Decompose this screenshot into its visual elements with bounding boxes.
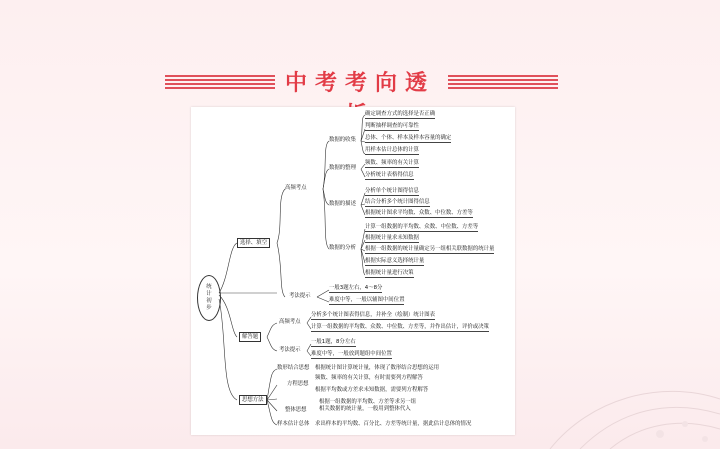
b1-tips-label: 考法提示 xyxy=(289,293,311,299)
method-1-desc: 根据统计图计算统计量，体现了数形结合思想的运用 xyxy=(315,365,439,371)
b2-tip-1: 一般1题，8分左右 xyxy=(311,339,356,345)
data-collection-label: 数据的收集 xyxy=(329,137,356,143)
method-3-label: 整体思想 xyxy=(285,407,307,413)
b1-tip-2: 难度中等，一般以辅图中间位置 xyxy=(329,297,405,303)
analyze-item-1: 计算一组数据的平均数、众数、中位数、方差等 xyxy=(365,224,479,230)
analyze-item-3: 根据一组数据的统计量确定另一组相关联数据的统计量 xyxy=(365,246,495,252)
branch-methods: 思想方法 xyxy=(239,395,267,405)
b1-tip-1: 一般3题左右，4～8分 xyxy=(329,285,383,291)
collection-item-4: 用样本估计总体的计算 xyxy=(365,147,419,153)
method-2-desc-b: 根据平均数或方差求未知数据，需要列方程解答 xyxy=(315,387,429,393)
method-2-desc: 频数、频率的有关计算，有时需要列方程解答 xyxy=(315,375,423,381)
method-3-desc: 根据一组数据的平均数、方差等求另一组相关数据的统计量，一般用到整体代入 xyxy=(319,399,417,412)
b1-key-points-label: 高频考点 xyxy=(285,185,307,191)
branch-select-fill: 选择、填空 xyxy=(237,238,270,248)
b2-key-points-label: 高频考点 xyxy=(279,319,301,325)
b2-tip-2: 难度中等，一般放到题组中间位置 xyxy=(311,351,392,357)
data-organize-label: 数据的整理 xyxy=(329,165,356,171)
describe-item-3: 根据统计图求平均数、众数、中位数、方差等 xyxy=(365,210,473,216)
collection-item-1: 确定调查方式的选择是否正确 xyxy=(365,111,436,117)
describe-item-2: 结合分析多个统计图得信息 xyxy=(365,199,430,205)
branch-answer: 解答题 xyxy=(239,332,261,342)
corner-decoration xyxy=(510,339,720,449)
mind-map-panel xyxy=(191,107,515,435)
mind-map-connectors xyxy=(191,107,515,435)
collection-item-3: 总体、个体、样本及样本容量的确定 xyxy=(365,135,452,141)
method-2-label: 方程思想 xyxy=(287,381,309,387)
right-stripes-decoration xyxy=(448,75,558,93)
analyze-item-5: 根据统计量进行决策 xyxy=(365,270,414,276)
analyze-item-2: 根据统计量求未知数据 xyxy=(365,235,419,241)
analyze-item-4: 根据实际意义选择统计量 xyxy=(365,258,425,264)
b2-tips-label: 考法提示 xyxy=(279,347,301,353)
data-describe-label: 数据的描述 xyxy=(329,201,356,207)
data-analyze-label: 数据的分析 xyxy=(329,245,356,251)
title-banner xyxy=(0,68,720,100)
method-1-label: 数形结合思想 xyxy=(277,365,310,371)
page-title: 中考考向透 xyxy=(284,71,435,96)
left-stripes-decoration xyxy=(165,75,275,93)
b2-point-2: 计算一组数据的平均数、众数、中位数、方差等，并作出估计，评价或决策 xyxy=(311,324,489,330)
root-label: 统计初步 xyxy=(206,284,212,311)
organize-item-1: 频数、频率的有关计算 xyxy=(365,160,419,166)
collection-item-2: 判断抽样调查的可靠性 xyxy=(365,123,419,129)
describe-item-1: 分析单个统计图得信息 xyxy=(365,188,419,194)
root-node xyxy=(197,275,221,321)
organize-item-2: 分析统计表格得信息 xyxy=(365,172,414,178)
method-4-label: 样本估计总体 xyxy=(277,421,310,427)
b2-point-1: 分析多个统计图表得信息，并补全（绘制）统计图表 xyxy=(311,312,435,318)
method-4-desc: 求出样本的平均数、百分比、方差等统计量，据此估计总体的情况 xyxy=(315,421,472,427)
